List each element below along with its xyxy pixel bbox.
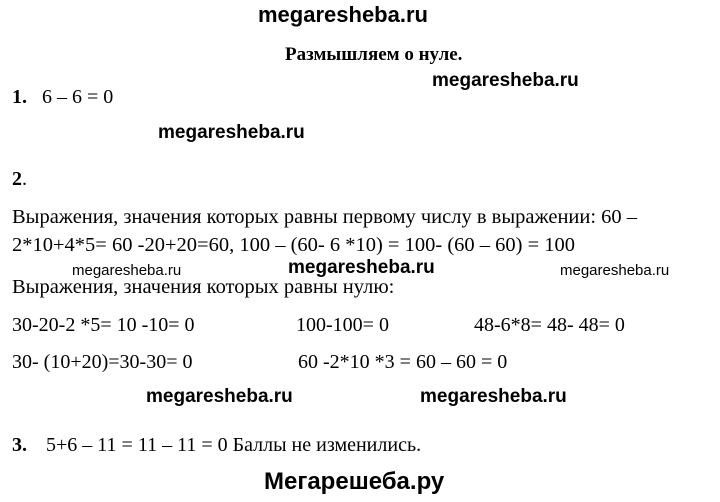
footer-brand: Мегарешеба.ру xyxy=(264,468,445,495)
item2-row1-expr2: 100-100= 0 xyxy=(296,314,389,336)
item2-row1-expr1: 30-20-2 *5= 10 -10= 0 xyxy=(12,314,195,336)
item2-heading1-line2: 2*10+4*5= 60 -20+20=60, 100 – (60- 6 *10) = 100- (60 – 60) = 100 xyxy=(12,234,576,256)
item2-row2-expr2: 60 -2*10 *3 = 60 – 60 = 0 xyxy=(298,351,508,373)
item2-label xyxy=(12,168,27,191)
item2-row2-expr1: 30- (10+20)=30-30= 0 xyxy=(12,351,193,373)
item2-row1-expr3: 48-6*8= 48- 48= 0 xyxy=(474,314,625,336)
watermark-right-of-title: megaresheba.ru xyxy=(432,70,579,91)
item2-heading2: Выражения, значения которых равны нулю: xyxy=(12,276,395,298)
page-title: Размышляем о нуле. xyxy=(285,44,463,65)
item1-expression: 6 – 6 = 0 xyxy=(42,86,114,108)
watermark-lower-right: megaresheba.ru xyxy=(420,386,567,407)
watermark-lower-left: megaresheba.ru xyxy=(146,386,293,407)
item2-number: 2 xyxy=(12,168,22,190)
item3-text: 5+6 – 11 = 11 – 11 = 0 Баллы не изменились. xyxy=(46,434,422,456)
item3-number: 3. xyxy=(12,434,27,456)
watermark-mid-right: megaresheba.ru xyxy=(560,262,670,279)
item2-number-dot: . xyxy=(22,168,27,190)
item2-heading1-line1: Выражения, значения которых равны первому числу в выражении: 60 – xyxy=(12,206,638,228)
watermark-mid-center: megaresheba.ru xyxy=(288,257,435,278)
item1-number: 1. xyxy=(12,86,27,108)
watermark-mid-left: megaresheba.ru xyxy=(72,262,182,279)
watermark-top: megaresheba.ru xyxy=(258,2,428,27)
watermark-after-item1: megaresheba.ru xyxy=(158,122,305,143)
